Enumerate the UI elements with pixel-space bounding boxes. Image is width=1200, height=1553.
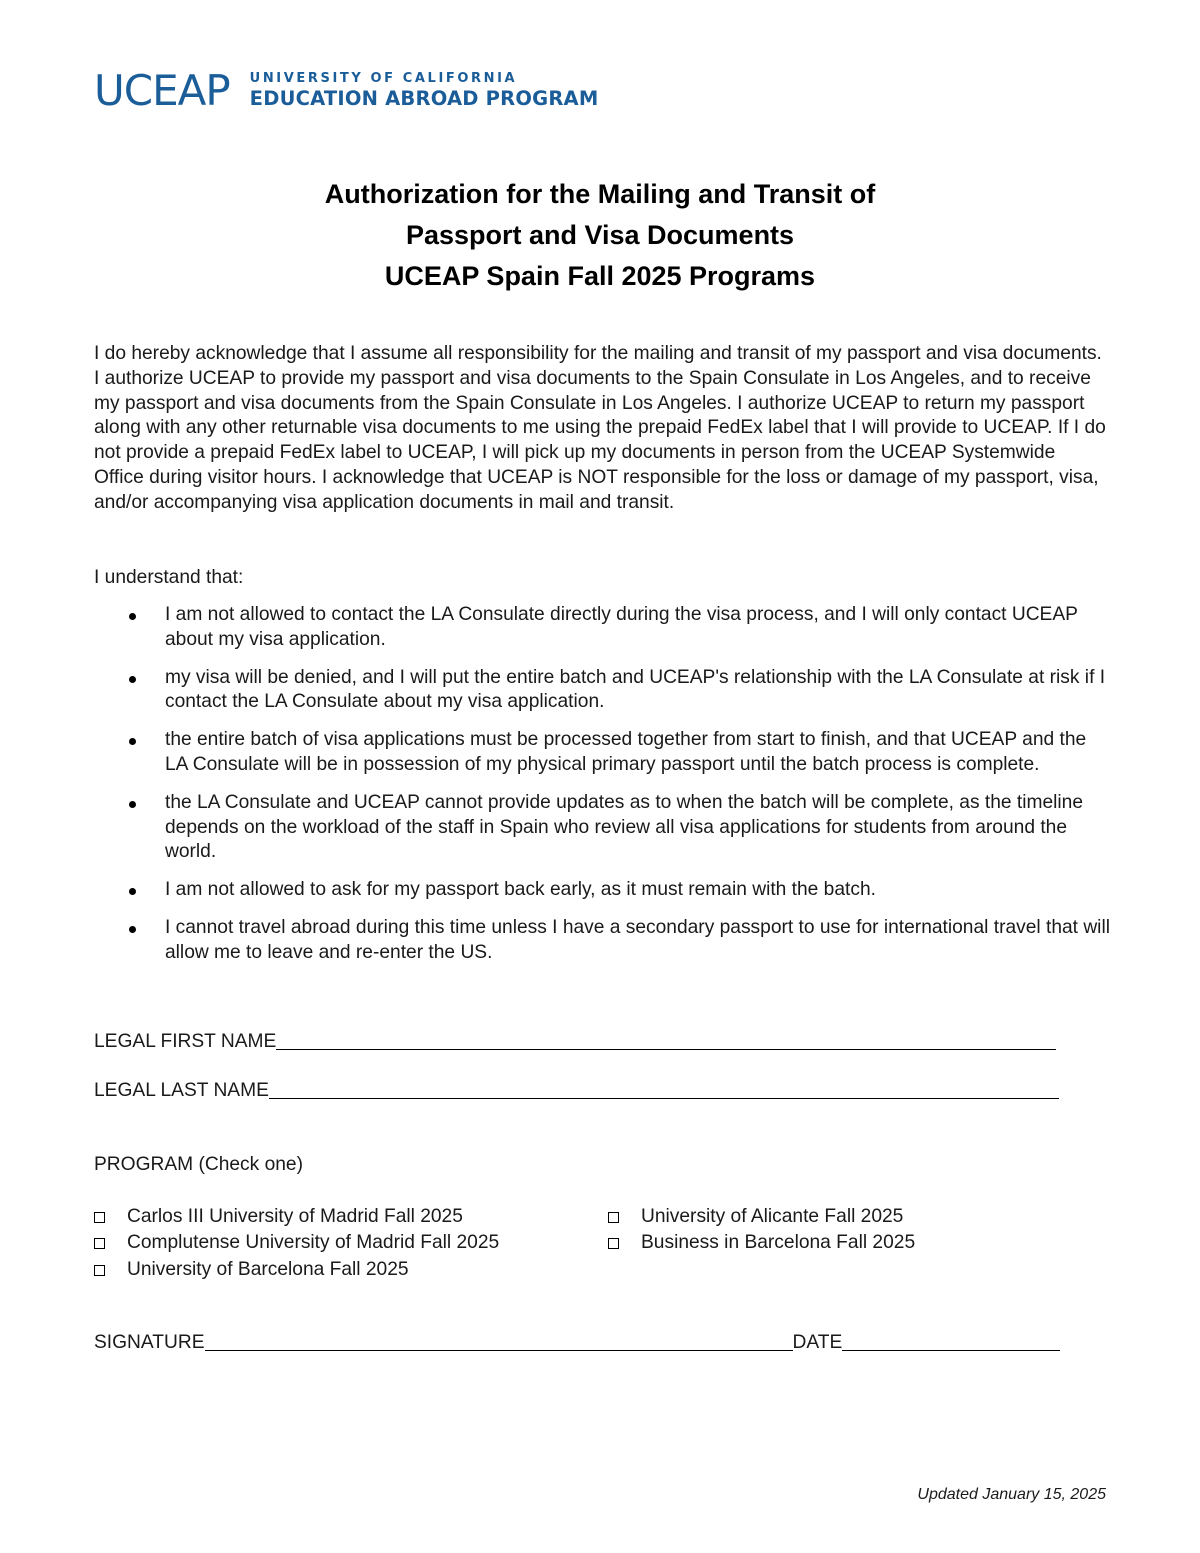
bullet-icon xyxy=(129,801,136,808)
program-option-label: Business in Barcelona Fall 2025 xyxy=(641,1232,916,1253)
understanding-list xyxy=(94,603,1110,979)
logo-mark: UCEAP xyxy=(94,66,230,115)
list-item-text: I am not allowed to ask for my passport back early, as it must remain with the batch. xyxy=(165,879,876,901)
date-input-line[interactable] xyxy=(842,1350,1060,1351)
list-item-text: I cannot travel abroad during this time unless I have a secondary passport to use for international travel that will allow me to leave and re-enter the US. xyxy=(165,916,1110,963)
list-item xyxy=(94,878,1110,903)
bullet-icon xyxy=(129,738,136,745)
program-option[interactable] xyxy=(608,1231,915,1255)
checkbox-icon[interactable] xyxy=(94,1238,105,1249)
understand-label: I understand that: xyxy=(94,567,244,588)
logo-line-1: UNIVERSITY OF CALIFORNIA xyxy=(249,71,518,86)
list-item xyxy=(94,728,1110,778)
list-item-text: the LA Consulate and UCEAP cannot provide updates as to when the batch will be complete, as the timeline depends on the workload of the staff in Spain who review all visa applications for students from around the world. xyxy=(165,791,1084,863)
logo-subtitle xyxy=(250,71,599,111)
title-line-2: Passport and Visa Documents xyxy=(405,220,795,250)
program-option-label: Complutense University of Madrid Fall 2025 xyxy=(127,1232,500,1253)
title-line-1: Authorization for the Mailing and Transit of xyxy=(324,179,876,209)
uceap-logo xyxy=(94,66,598,116)
program-option-label: University of Alicante Fall 2025 xyxy=(641,1206,904,1227)
intro-paragraph: I do hereby acknowledge that I assume all responsibility for the mailing and transit of my passport and visa documents. I authorize UCEAP to provide my passport and visa documents to the Spain Consulate in Los Angeles, and to receive my passport and visa documents from the Spain Consulate in Los Angeles. I authorize UCEAP to return my passport along with any other returnable visa documents to me using the prepaid FedEx label that I will provide to UCEAP. If I do not provide a prepaid FedEx label to UCEAP, I will pick up my documents in person from the UCEAP Systemwide Office during visitor hours. I acknowledge that UCEAP is NOT responsible for the loss or damage of my passport, visa, and/or accompanying visa application documents in mail and transit. xyxy=(94,343,1106,513)
program-option-label: Carlos III University of Madrid Fall 2025 xyxy=(127,1206,463,1227)
logo-line-2: EDUCATION ABROAD PROGRAM xyxy=(249,87,599,110)
updated-date: Updated January 15, 2025 xyxy=(917,1486,1106,1503)
checkbox-icon[interactable] xyxy=(94,1212,105,1223)
list-item-text: I am not allowed to contact the LA Consulate directly during the visa process, and I will only contact UCEAP about my visa application. xyxy=(165,604,1078,650)
title-line-3: UCEAP Spain Fall 2025 Programs xyxy=(384,261,816,291)
last-name-field xyxy=(94,1079,1059,1103)
program-option[interactable] xyxy=(608,1205,903,1229)
first-name-field xyxy=(94,1030,1056,1054)
list-item-text: my visa will be denied, and I will put the entire batch and UCEAP's relationship with the LA Consulate at risk if I contact the LA Consulate about my visa application. xyxy=(165,666,1106,713)
list-item xyxy=(94,791,1110,865)
document-title xyxy=(0,174,1200,297)
last-name-label: LEGAL LAST NAME xyxy=(94,1080,269,1101)
signature-input-line[interactable] xyxy=(205,1350,793,1351)
program-option[interactable] xyxy=(94,1231,499,1255)
list-item xyxy=(94,916,1110,966)
checkbox-icon[interactable] xyxy=(608,1238,619,1249)
bullet-icon xyxy=(129,888,136,895)
list-item-text: the entire batch of visa applications must be processed together from start to finish, and that UCEAP and the LA Consulate will be in possession of my physical primary passport until the batch process is complete. xyxy=(165,729,1087,775)
bullet-icon xyxy=(129,926,136,933)
checkbox-icon[interactable] xyxy=(94,1265,105,1276)
date-label: DATE xyxy=(792,1332,843,1353)
bullet-icon xyxy=(129,676,136,683)
first-name-label: LEGAL FIRST NAME xyxy=(94,1031,277,1052)
program-label: PROGRAM (Check one) xyxy=(94,1154,303,1175)
list-item xyxy=(94,666,1110,716)
bullet-icon xyxy=(129,613,136,620)
first-name-input-line[interactable] xyxy=(276,1049,1056,1050)
program-option-label: University of Barcelona Fall 2025 xyxy=(127,1259,409,1280)
list-item xyxy=(94,603,1110,653)
signature-label: SIGNATURE xyxy=(94,1332,205,1353)
program-option[interactable] xyxy=(94,1258,409,1282)
checkbox-icon[interactable] xyxy=(608,1212,619,1223)
last-name-input-line[interactable] xyxy=(269,1098,1059,1099)
signature-date-row xyxy=(94,1331,1060,1355)
program-option[interactable] xyxy=(94,1205,463,1229)
